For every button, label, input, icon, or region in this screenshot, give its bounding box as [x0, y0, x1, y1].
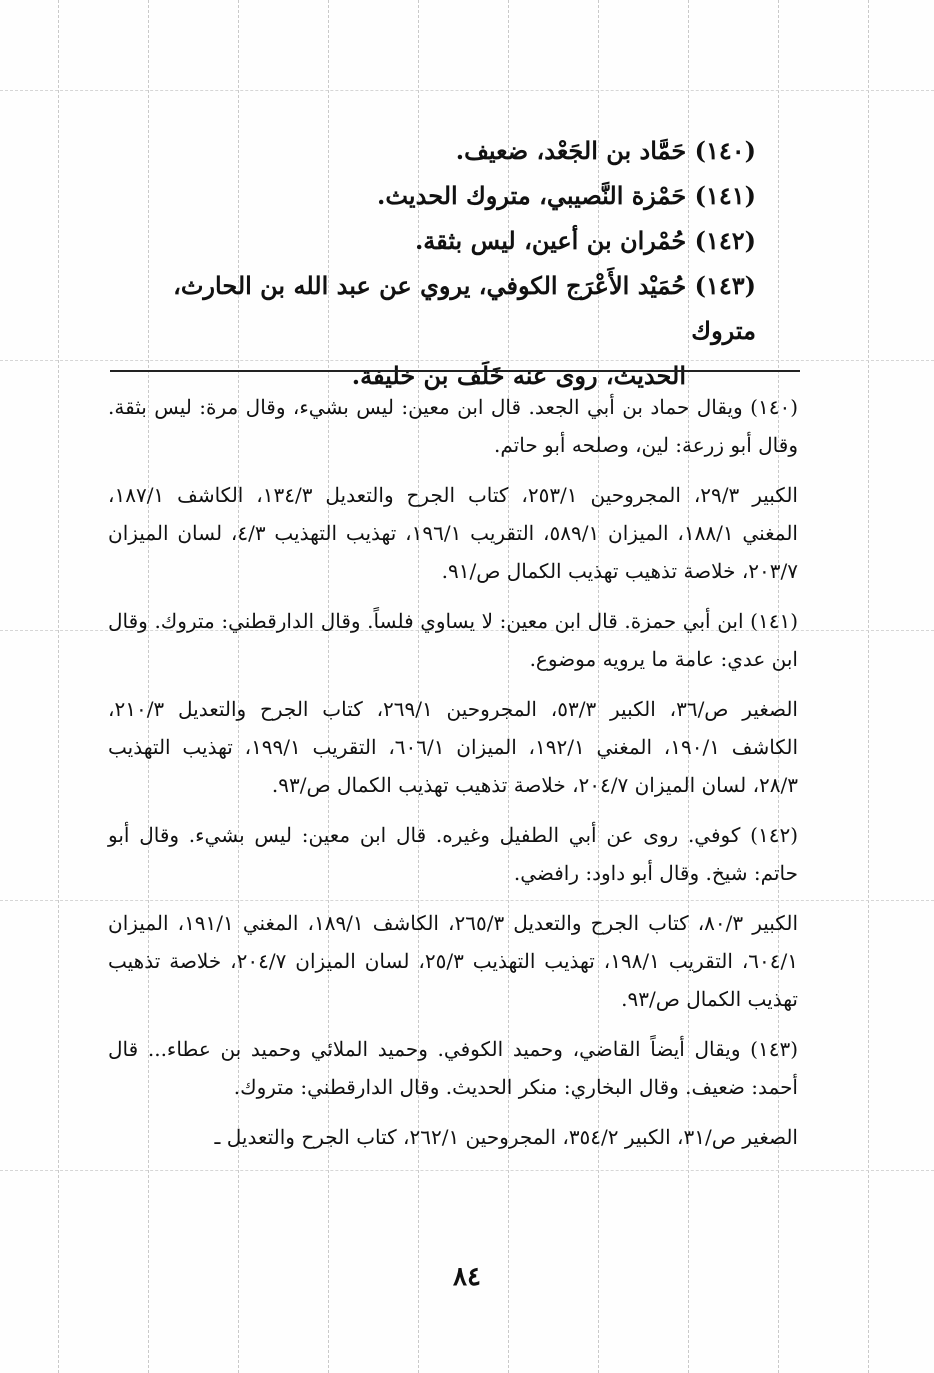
entry-141: (١٤١) حَمْزة النَّصيبي، متروك الحديث. — [377, 181, 756, 210]
footnote-140: (١٤٠) ويقال حماد بن أبي الجعد. قال ابن معين: ليس بشيء، وقال مرة: ليس بثقة. وقال أبو زرعة: لين، وصلحه أبو حاتم. — [108, 395, 798, 457]
narrator-entries — [108, 128, 756, 398]
footnote-142: (١٤٢) كوفي. روى عن أبي الطفيل وغيره. قال ابن معين: ليس بشيء. وقال أبو حاتم: شيخ. وقال أبو داود: رافضي. — [108, 823, 798, 885]
footnotes — [108, 388, 798, 1168]
entry-142: (١٤٢) حُمْران بن أعين، ليس بثقة. — [414, 226, 756, 255]
footnote-separator — [110, 370, 800, 372]
entry-143: (١٤٣) حُمَيْد الأَعْرَج الكوفي، يروي عن عبد الله بن الحارث، متروك — [173, 271, 756, 345]
footnote-143-sources: الصغير ص/٣١، الكبير ٣٥٤/٢، المجروحين ٢٦٢/١، كتاب الجرح والتعديل ـ — [214, 1125, 798, 1149]
page-number: ٨٤ — [453, 1262, 481, 1292]
footnote-140-sources: الكبير ٢٩/٣، المجروحين ٢٥٣/١، كتاب الجرح والتعديل ١٣٤/٣، الكاشف ١٨٧/١، المغني ١٨٨/١، الميزان ٥٨٩/١، التقريب ١٩٦/١، تهذيب التهذيب ٤/٣، لسان الميزان ٢٠٣/٧، خلاصة تذهيب تهذيب الكمال ص/٩١. — [108, 483, 798, 583]
entry-140: (١٤٠) حَمَّاد بن الجَعْد، ضعيف. — [455, 136, 756, 165]
footnote-142-sources: الكبير ٨٠/٣، كتاب الجرح والتعديل ٢٦٥/٣، الكاشف ١٨٩/١، المغني ١٩١/١، الميزان ٦٠٤/١، التقريب ١٩٨/١، تهذيب التهذيب ٢٥/٣، لسان الميزان ٢٠٤/٧، خلاصة تذهيب تهذيب الكمال ص/٩٣. — [108, 911, 798, 1011]
footnote-141-sources: الصغير ص/٣٦، الكبير ٥٣/٣، المجروحين ٢٦٩/١، كتاب الجرح والتعديل ٢١٠/٣، الكاشف ١٩٠/١، المغني ١٩٢/١، الميزان ٦٠٦/١، التقريب ١٩٩/١، تهذيب التهذيب ٢٨/٣، لسان الميزان ٢٠٤/٧، خلاصة تذهيب تهذيب الكمال ص/٩٣. — [108, 697, 799, 797]
footnote-143: (١٤٣) ويقال أيضاً القاضي، وحميد الكوفي. وحميد الملائي وحميد بن عطاء... قال أحمد: ضعيف. وقال البخاري: منكر الحديث. وقال الدارقطني: متروك. — [108, 1037, 798, 1099]
entry-143-continuation: الحديث، روى عنه خَلَف بن خليفة. — [351, 361, 686, 390]
footnote-141: (١٤١) ابن أبي حمزة. قال ابن معين: لا يساوي فلساً. وقال الدارقطني: متروك. وقال ابن عدي: عامة ما يرويه موضوع. — [108, 609, 798, 671]
